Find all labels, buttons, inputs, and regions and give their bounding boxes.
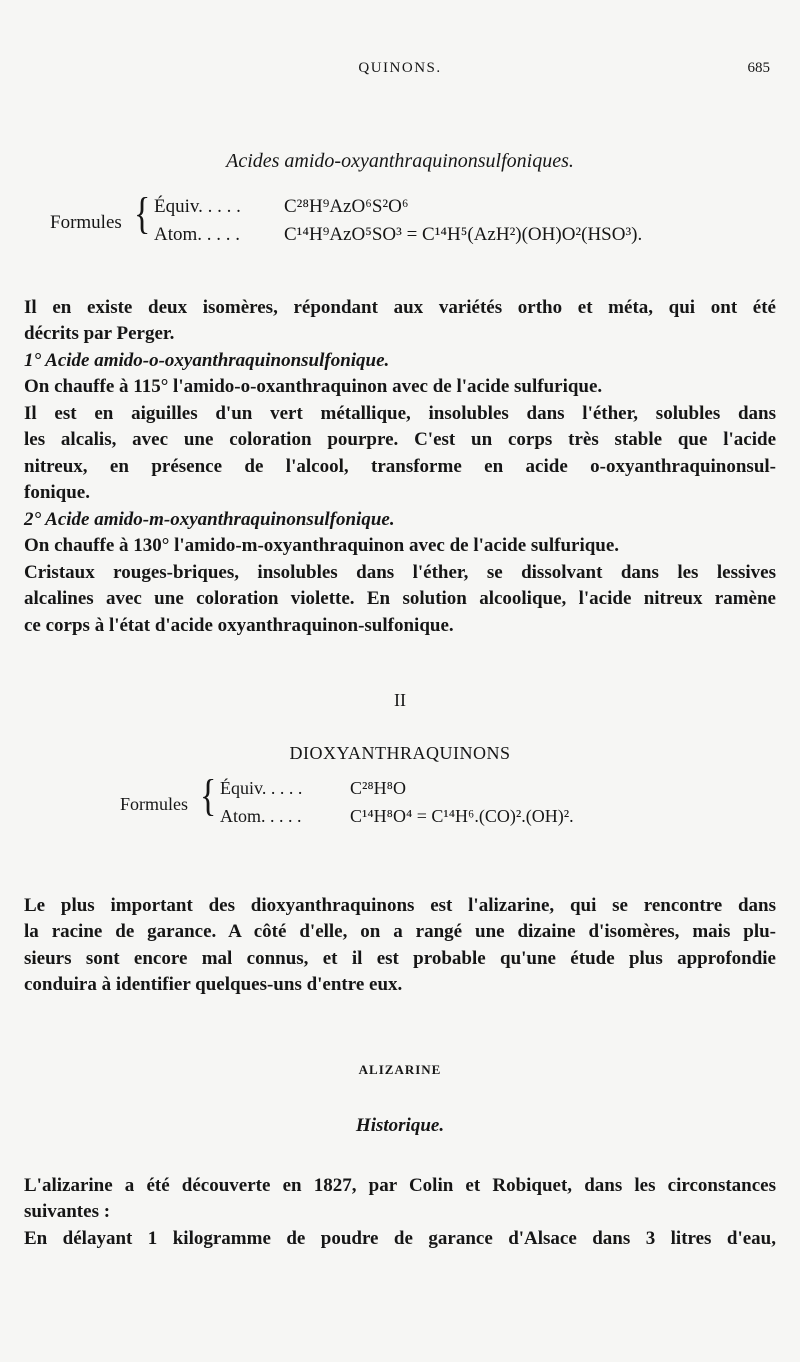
section-title-acides: Acides amido-oxyanthraquinonsulfoniques. — [226, 150, 574, 172]
paragraph-line: sieurs sont encore mal connus, et il est probable qu'une étude plus approfondie — [24, 948, 776, 969]
equiv-formula: C²⁸H⁸O — [350, 778, 406, 798]
subheading-meta: 2° Acide amido-m-oxyanthraquinonsulfonique. — [24, 509, 395, 530]
equiv-formula: C²⁸H⁹AzO⁶S²O⁶ — [284, 196, 409, 217]
formulas-label: Formules — [120, 794, 189, 814]
paragraph-line: En délayant 1 kilogramme de poudre de garance d'Alsace dans 3 litres d'eau, — [24, 1228, 776, 1249]
formulas-label: Formules — [50, 212, 122, 233]
section-numeral: II — [394, 690, 406, 710]
paragraph-line: L'alizarine a été découverte en 1827, par Colin et Robiquet, dans les circonstances — [24, 1175, 776, 1196]
subheading-ortho: 1° Acide amido-o-oxyanthraquinonsulfonique. — [24, 350, 390, 371]
atom-formula: C¹⁴H⁸O⁴ = C¹⁴H⁶.(CO)².(OH)². — [350, 806, 574, 826]
formula-block-2 — [120, 772, 680, 838]
paragraph-line: Le plus important des dioxyanthraquinons est l'alizarine, qui se rencontre dans — [24, 895, 776, 916]
paragraph-line: suivantes : — [24, 1201, 111, 1222]
paragraph-line: Il en existe deux isomères, répondant aux variétés ortho et méta, qui ont été — [24, 297, 776, 318]
subsection-title-historique: Historique. — [355, 1115, 445, 1136]
atom-label: Atom. . . . . — [220, 806, 302, 826]
paragraph-line: nitreux, en présence de l'alcool, transforme en acide o-oxyanthraquinonsul- — [24, 456, 776, 477]
formula-block-1 — [50, 190, 770, 256]
paragraph-line: On chauffe à 130° l'amido-m-oxyanthraquinon avec de l'acide sulfurique. — [24, 535, 620, 556]
paragraph-line: Cristaux rouges-briques, insolubles dans l'éther, se dissolvant dans les lessives — [24, 562, 776, 583]
equiv-label: Équiv. . . . . — [220, 778, 303, 798]
brace-icon: { — [200, 772, 217, 821]
paragraph-line: ce corps à l'état d'acide oxyanthraquinon-sulfonique. — [24, 615, 454, 636]
brace-icon: { — [134, 190, 151, 239]
atom-label: Atom. . . . . — [154, 224, 241, 245]
paragraph-line: alcalines avec une coloration violette. En solution alcoolique, l'acide nitreux ramène — [24, 588, 776, 609]
paragraph-line: fonique. — [24, 482, 90, 503]
paragraph-line: conduira à identifier quelques-uns d'entre eux. — [24, 974, 403, 995]
section-title-alizarine: ALIZARINE — [358, 1062, 442, 1077]
paragraph-line: décrits par Perger. — [24, 323, 175, 344]
equiv-label: Équiv. . . . . — [154, 196, 241, 217]
running-header-title: QUINONS. — [358, 60, 442, 76]
section-title-dioxy: DIOXYANTHRAQUINONS — [289, 743, 511, 763]
paragraph-line: On chauffe à 115° l'amido-o-oxanthraquinon avec de l'acide sulfurique. — [24, 376, 603, 397]
paragraph-line: la racine de garance. A côté d'elle, on a rangé une dizaine d'isomères, mais plu- — [24, 921, 776, 942]
paragraph-line: les alcalis, avec une coloration pourpre. C'est un corps très stable que l'acide — [24, 429, 776, 450]
atom-formula: C¹⁴H⁹AzO⁵SO³ = C¹⁴H⁵(AzH²)(OH)O²(HSO³). — [284, 224, 643, 245]
paragraph-line: Il est en aiguilles d'un vert métallique, insolubles dans l'éther, solubles dans — [24, 403, 776, 424]
page-number: 685 — [747, 60, 770, 76]
